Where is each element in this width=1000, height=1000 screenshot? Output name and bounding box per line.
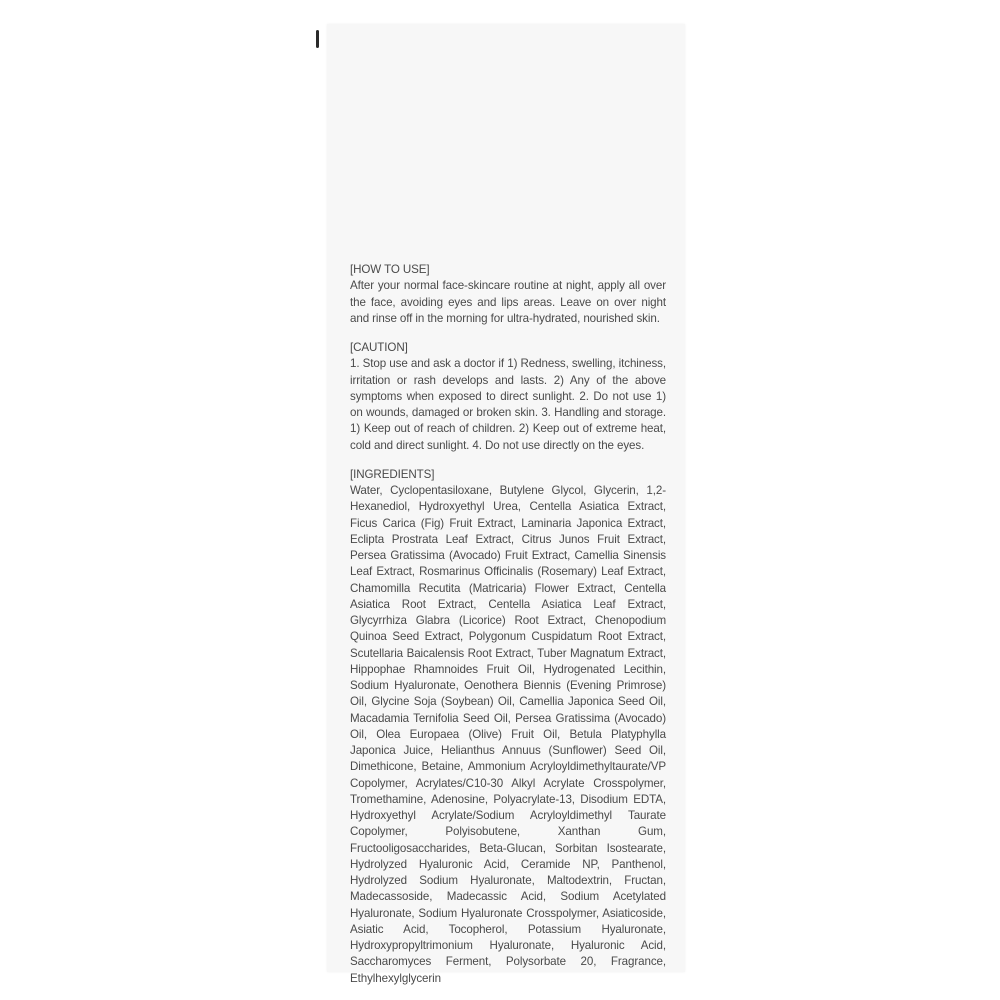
- how-to-use-text: After your normal face-skincare routine at night, apply all over the face, avoiding eyes and lips areas. Leave on over night and rinse off in the morning for ultra-hydrated, nourished skin.: [350, 279, 666, 325]
- ingredients-heading: [INGREDIENTS]: [350, 467, 435, 481]
- caution-section: [350, 340, 666, 454]
- how-to-use-section: [350, 262, 666, 327]
- label-text-block: [350, 262, 666, 1000]
- caution-text: 1. Stop use and ask a doctor if 1) Redness, swelling, itchiness, irritation or rash develops and lasts. 2) Any of the above symptoms when exposed to direct sunlight. 2. Do not use 1) on wounds, damaged or broken skin. 3. Handling and storage. 1) Keep out of reach of children. 2) Keep out of extreme heat, cold and direct sunlight. 4. Do not use directly on the eyes.: [350, 357, 666, 452]
- package-edge-mark: [316, 30, 319, 48]
- how-to-use-heading: [HOW TO USE]: [350, 263, 430, 276]
- ingredients-section: [350, 467, 666, 987]
- ingredients-text: Water, Cyclopentasiloxane, Butylene Glycol, Glycerin, 1,2-Hexanediol, Hydroxyethyl Urea, Centella Asiatica Extract, Ficus Carica (Fig) Fruit Extract, Laminaria Japonica Extract, Eclipta Prostrata Leaf Extract, Citrus Junos Fruit Extract, Persea Gratissima (Avocado) Fruit Extract, Camellia Sinensis Leaf Extract, Rosmarinus Officinalis (Rosemary) Leaf Extract, Chamomilla Recutita (Matricaria) Flower Extract, Centella Asiatica Root Extract, Centella Asiatica Leaf Extract, Glycyrrhiza Glabra (Licorice) Root Extract, Chenopodium Quinoa Seed Extract, Polygonum Cuspidatum Root Extract, Scutellaria Baicalensis Root Extract, Tuber Magnatum Extract, Hippophae Rhamnoides Fruit Oil, Hydrogenated Lecithin, Sodium Hyaluronate, Oenothera Biennis (Evening Primrose) Oil, Glycine Soja (Soybean) Oil, Camellia Japonica Seed Oil, Macadamia Ternifolia Seed Oil, Persea Gratissima (Avocado) Oil, Olea Europaea (Olive) Fruit Oil, Betula Platyphylla Japonica Juice, Helianthus Annuus (Sunflower) Seed Oil, Dimethicone, Betaine, Ammonium Acryloyldimethyltaurate/VP Copolymer, Acrylates/C10-30 Alkyl Acrylate Crosspolymer, Tromethamine, Adenosine, Polyacrylate-13, Disodium EDTA, Hydroxyethyl Acrylate/Sodium Acryloyldimethyl Taurate Copolymer, Polyisobutene, Xanthan Gum, Fructooligosaccharides, Beta-Glucan, Sorbitan Isostearate, Hydrolyzed Hyaluronic Acid, Ceramide NP, Panthenol, Hydrolyzed Sodium Hyaluronate, Maltodextrin, Fructan, Madecassoside, Madecassic Acid, Sodium Acetylated Hyaluronate, Sodium Hyaluronate Crosspolymer, Asiaticoside, Asiatic Acid, Tocopherol, Potassium Hyaluronate, Hydroxypropyltrimonium Hyaluronate, Hyaluronic Acid, Saccharomyces Ferment, Polysorbate 20, Fragrance, Ethylhexylglycerin: [350, 484, 666, 985]
- caution-heading: [CAUTION]: [350, 341, 408, 354]
